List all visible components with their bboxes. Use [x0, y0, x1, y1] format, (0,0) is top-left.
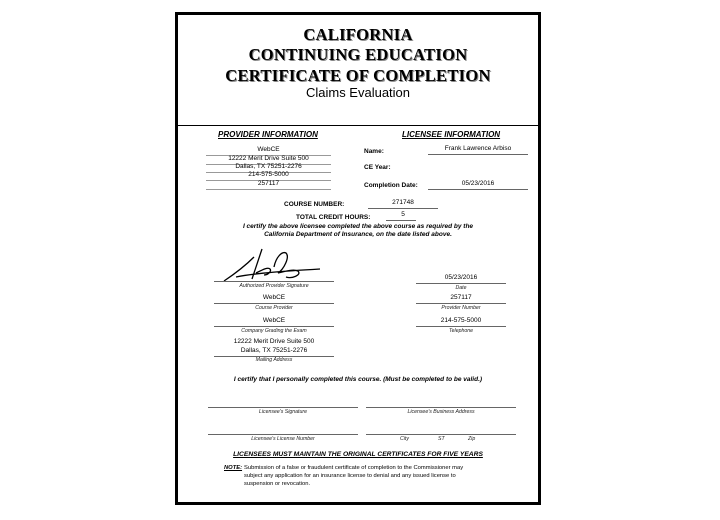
- certificate: [175, 12, 541, 505]
- ce-year-label: CE Year:: [364, 164, 391, 171]
- licensee-name: Frank Lawrence Arbiso: [444, 145, 512, 152]
- course-number-line: [368, 208, 438, 209]
- completion-date: 05/23/2016: [461, 180, 495, 187]
- mailing-address-2: Dallas, TX 75251-2276: [240, 347, 308, 354]
- city-caption: City: [400, 436, 409, 442]
- divider: [206, 189, 331, 190]
- title-line-2: CONTINUING EDUCATION: [248, 45, 468, 64]
- state-caption: ST: [438, 436, 445, 442]
- licensee-certify: I certify that I personally completed this course. (Must be completed to be valid.): [233, 376, 483, 383]
- provider-header: PROVIDER INFORMATION: [218, 130, 318, 139]
- licensee-header: LICENSEE INFORMATION: [402, 130, 501, 139]
- mailing-address-1: 12222 Merit Drive Suite 500: [233, 338, 315, 345]
- provider-number-line: [416, 303, 506, 304]
- provider-phone: 214-575-5000: [248, 171, 289, 178]
- provider-date-caption: Date: [455, 285, 467, 291]
- telephone-caption: Telephone: [448, 328, 474, 334]
- course-number: 271748: [392, 199, 414, 206]
- provider-number: 257117: [257, 180, 280, 187]
- provider-signature-caption: Authorized Provider Signature: [239, 283, 309, 289]
- note-line-3: suspension or revocation.: [244, 481, 311, 487]
- grading-company: WebCE: [262, 317, 286, 324]
- title-line-3: CERTIFICATE OF COMPLETION: [225, 66, 491, 85]
- business-address-caption: Licensee's Business Address: [407, 409, 475, 415]
- business-address-line[interactable]: [366, 407, 516, 408]
- course-provider-line: [214, 303, 334, 304]
- maintain-notice: LICENSEES MUST MAINTAIN THE ORIGINAL CERTIFICATES FOR FIVE YEARS: [233, 451, 483, 458]
- credit-hours-line: [386, 220, 416, 221]
- license-number-line[interactable]: [208, 434, 358, 435]
- provider-certify-line-2: California Department of Insurance, on the date listed above.: [264, 231, 452, 238]
- note-line-1: Submission of a false or fraudulent certificate of completion to the Commissioner may: [244, 465, 464, 471]
- mailing-address-caption: Mailing Address: [255, 357, 293, 363]
- provider-signature-image: [216, 243, 326, 285]
- header-divider: [178, 125, 538, 126]
- licensee-signature-caption: Licensee's Signature: [259, 409, 307, 415]
- course-title: Claims Evaluation: [305, 85, 411, 100]
- credit-hours: 5: [401, 211, 405, 218]
- provider-certify-line-1: I certify the above licensee completed the above course as required by the: [242, 223, 474, 230]
- course-provider-caption: Course Provider: [255, 305, 293, 311]
- telephone-line: [416, 326, 506, 327]
- note-line-2: subject any application for an insurance license to denial and any issued license to: [244, 473, 456, 479]
- grading-company-caption: Company Grading the Exam: [241, 328, 307, 334]
- name-label: Name:: [364, 148, 384, 155]
- provider-address-2: Dallas, TX 75251-2276: [235, 163, 302, 170]
- completion-date-label: Completion Date:: [364, 182, 418, 189]
- credit-hours-label: TOTAL CREDIT HOURS:: [296, 214, 371, 221]
- course-number-label: COURSE NUMBER:: [284, 201, 345, 208]
- licensee-signature-line[interactable]: [208, 407, 358, 408]
- course-provider: WebCE: [262, 294, 286, 301]
- provider-number-value: 257117: [450, 294, 472, 301]
- note-label: NOTE:: [224, 465, 243, 471]
- provider-address-1: 12222 Merit Drive Suite 500: [228, 155, 309, 162]
- grading-company-line: [214, 326, 334, 327]
- zip-caption: Zip: [468, 436, 476, 442]
- provider-number-caption: Provider Number: [441, 305, 481, 311]
- provider-name: WebCE: [257, 146, 280, 153]
- provider-signature-line: [214, 281, 334, 282]
- completion-line: [428, 189, 528, 190]
- city-state-zip-line[interactable]: [366, 434, 516, 435]
- telephone-value: 214-575-5000: [440, 317, 482, 324]
- provider-date: 05/23/2016: [444, 274, 478, 281]
- name-line: [428, 154, 528, 155]
- provider-date-line: [416, 283, 506, 284]
- license-number-caption: Licensee's License Number: [251, 436, 315, 442]
- title-line-1: CALIFORNIA: [303, 25, 413, 44]
